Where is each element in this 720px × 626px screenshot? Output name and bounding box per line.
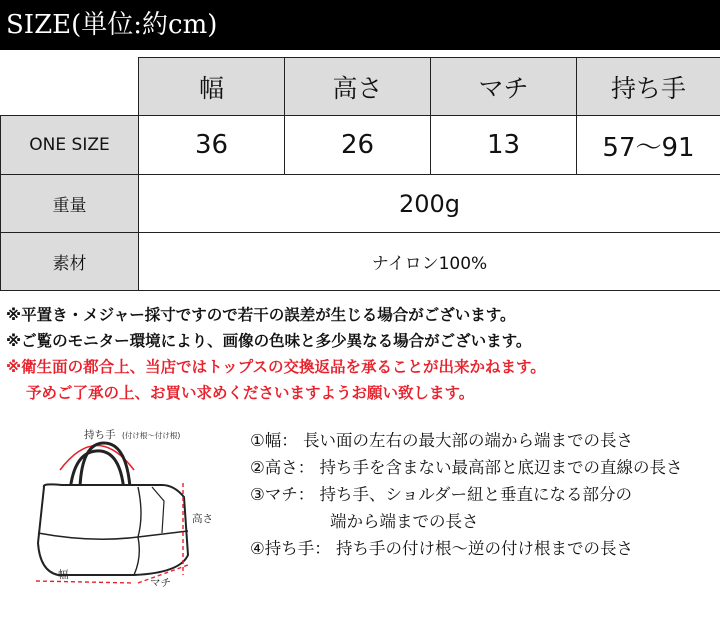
width-dimension-line <box>36 581 134 583</box>
note-monitor: ※ご覧のモニター環境により、画像の色味と多少異なる場合がございます。 <box>6 332 532 350</box>
column-header-handle: 持ち手 <box>577 58 720 116</box>
size-handle-value: 57〜91 <box>577 116 720 175</box>
width-label: 幅 <box>58 569 69 581</box>
table-row <box>1 175 720 233</box>
table-corner-cell <box>1 58 139 116</box>
column-header-depth: マチ <box>431 58 577 116</box>
note-hygiene-warning: ※衛生面の都合上、当店ではトップスの交換返品を承ることが出来かねます。 <box>6 358 546 376</box>
title-bar <box>0 0 720 50</box>
legend-width: ①幅： 長い面の左右の最大部の端から端までの長さ <box>250 431 634 450</box>
depth-label: マチ <box>150 577 171 589</box>
table-row <box>1 233 720 291</box>
row-label-material: 素材 <box>1 233 139 291</box>
page-title: SIZE(単位:約cm) <box>6 10 218 40</box>
table-header-row <box>1 58 720 116</box>
handle-sublabel: (付け根〜付け根) <box>122 431 181 440</box>
column-header-width: 幅 <box>139 58 285 116</box>
handle-label: 持ち手 <box>84 429 116 441</box>
bag-diagram <box>22 425 237 620</box>
size-depth-value: 13 <box>431 116 577 175</box>
material-value: ナイロン100% <box>139 233 720 291</box>
table-row <box>1 116 720 175</box>
column-header-height: 高さ <box>285 58 431 116</box>
note-apology: 予めご了承の上、お買い求めくださいますようお願い致します。 <box>26 384 475 402</box>
size-height-value: 26 <box>285 116 431 175</box>
note-measurement: ※平置き・メジャー採寸ですので若干の誤差が生じる場合がございます。 <box>6 306 516 324</box>
legend-height: ②高さ： 持ち手を含まない最高部と底辺までの直線の長さ <box>250 458 683 477</box>
weight-value: 200g <box>139 175 720 233</box>
size-table <box>0 57 720 291</box>
row-label-weight: 重量 <box>1 175 139 233</box>
row-label-size: ONE SIZE <box>1 116 139 175</box>
legend-handle: ④持ち手： 持ち手の付け根〜逆の付け根までの長さ <box>250 539 634 558</box>
legend-depth-continued: 端から端までの長さ <box>330 512 479 531</box>
measurement-legend <box>250 427 718 562</box>
bag-body <box>38 484 188 575</box>
height-label: 高さ <box>192 513 213 525</box>
notes-section <box>6 302 718 406</box>
size-width-value: 36 <box>139 116 285 175</box>
legend-depth: ③マチ： 持ち手、ショルダー紐と垂直になる部分の <box>250 485 633 504</box>
